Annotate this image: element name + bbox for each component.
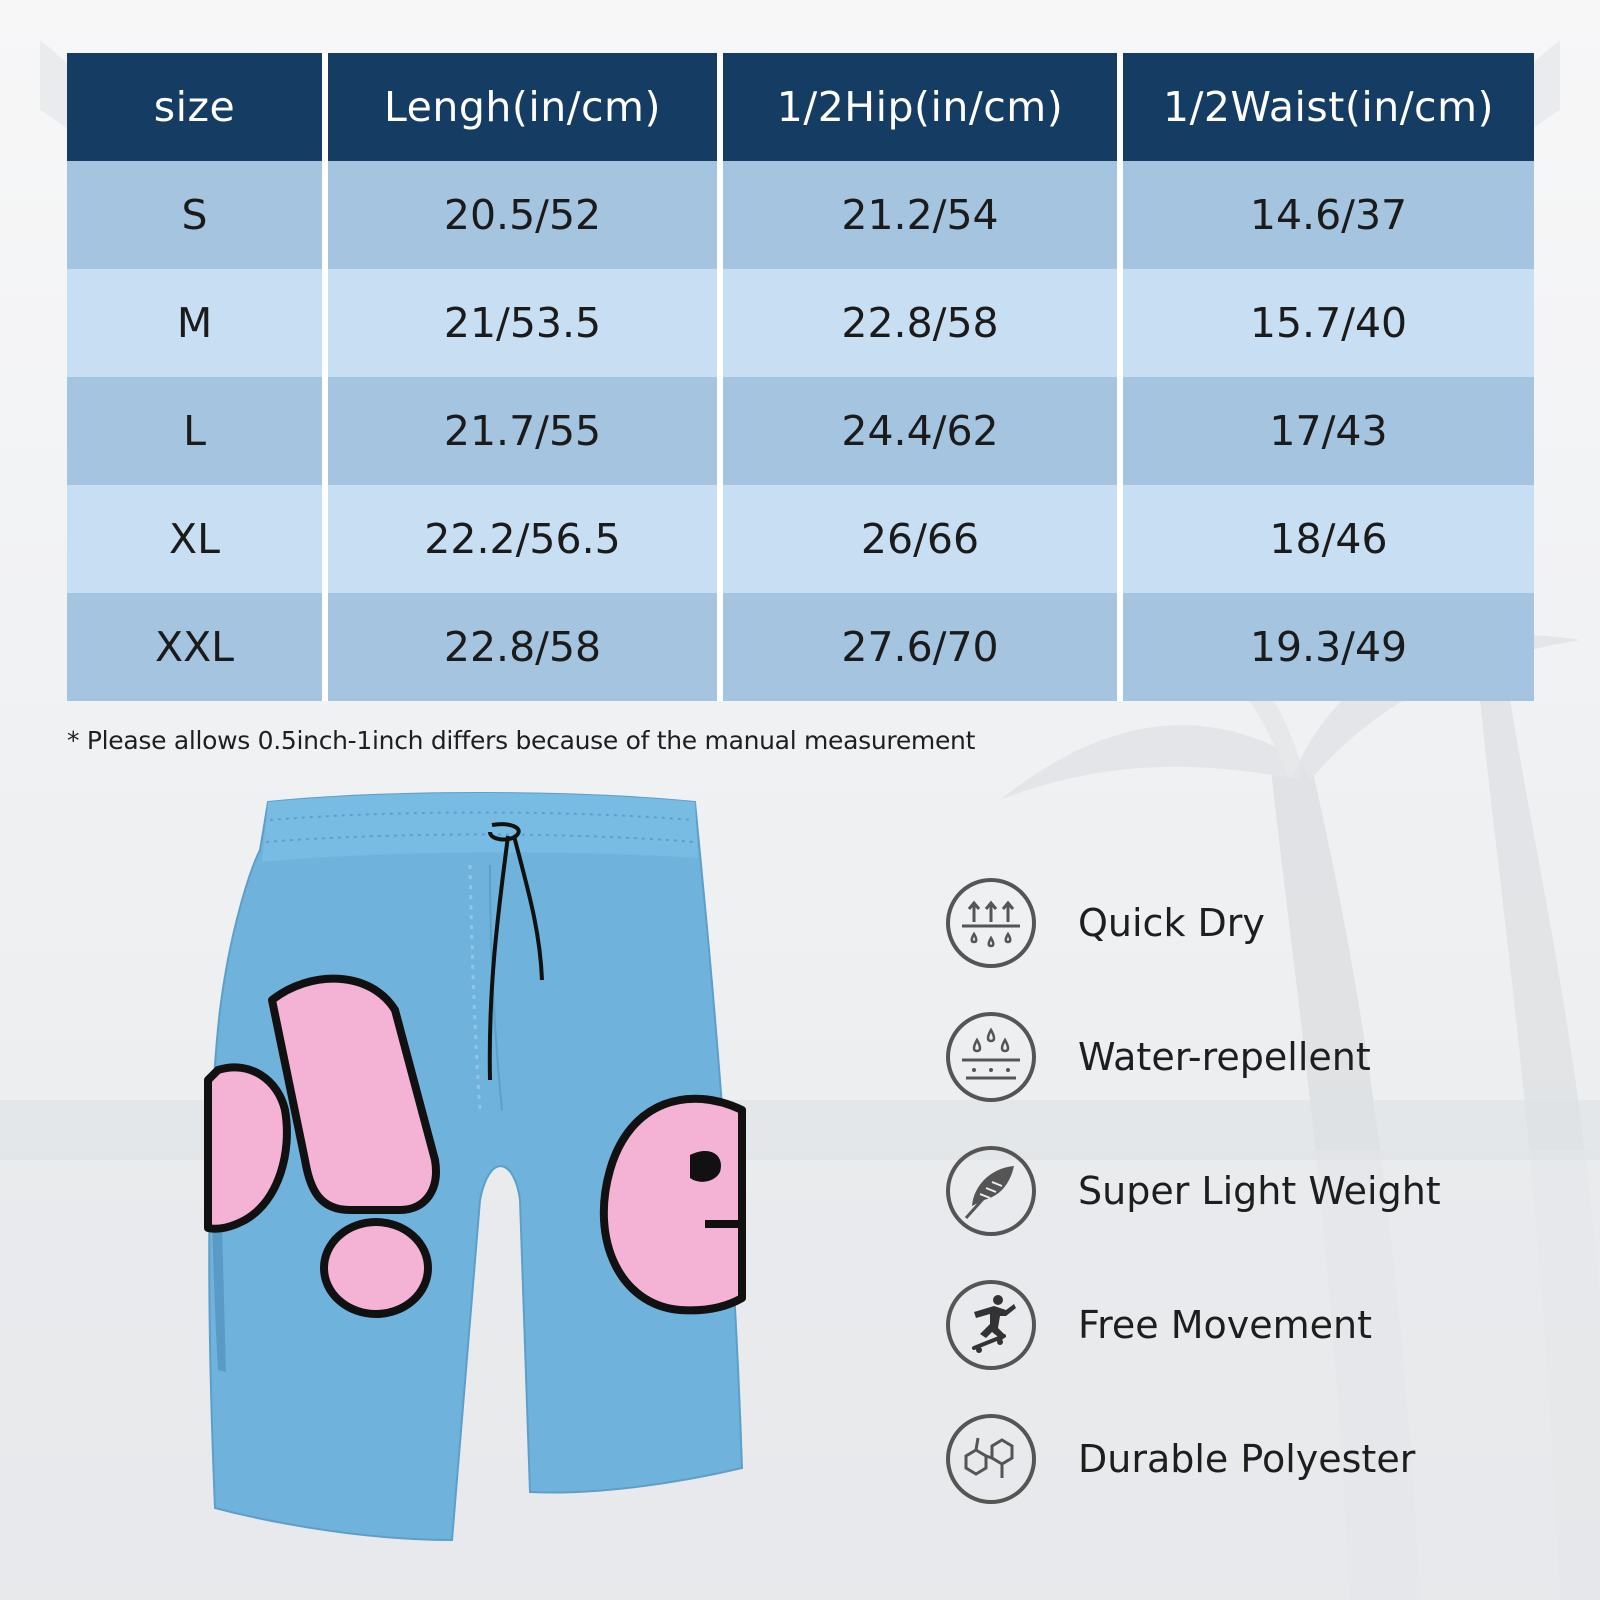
feather-icon (944, 1144, 1038, 1238)
measurement-note: * Please allows 0.5inch-1inch differs because of the manual measurement (67, 726, 976, 755)
cell-half-waist: 14.6/37 (1123, 161, 1534, 269)
cell-half-waist: 17/43 (1123, 377, 1534, 485)
cell-half-hip: 21.2/54 (723, 161, 1123, 269)
table-row (67, 593, 1534, 701)
cell-half-hip: 24.4/62 (723, 377, 1123, 485)
header-size: size (67, 53, 328, 161)
quick-dry-icon (944, 876, 1038, 970)
feature-item (944, 876, 1564, 970)
table-row (67, 161, 1534, 269)
swim-shorts-image (190, 780, 770, 1580)
cell-length: 22.8/58 (328, 593, 723, 701)
header-half-hip: 1/2Hip(in/cm) (723, 53, 1123, 161)
table-row (67, 485, 1534, 593)
cell-size: M (67, 269, 328, 377)
cell-size: XXL (67, 593, 328, 701)
skateboarder-icon (944, 1278, 1038, 1372)
cell-half-waist: 18/46 (1123, 485, 1534, 593)
header-half-waist: 1/2Waist(in/cm) (1123, 53, 1534, 161)
feature-label: Super Light Weight (1078, 1169, 1441, 1213)
cell-size: S (67, 161, 328, 269)
cell-size: L (67, 377, 328, 485)
cell-half-waist: 19.3/49 (1123, 593, 1534, 701)
header-length: Lengh(in/cm) (328, 53, 723, 161)
cell-half-hip: 26/66 (723, 485, 1123, 593)
feature-item (944, 1278, 1564, 1372)
feature-item (944, 1010, 1564, 1104)
size-chart-table (67, 53, 1534, 701)
cell-half-hip: 22.8/58 (723, 269, 1123, 377)
feature-label: Water-repellent (1078, 1035, 1371, 1079)
polyester-molecule-icon (944, 1412, 1038, 1506)
cell-length: 21.7/55 (328, 377, 723, 485)
cell-length: 20.5/52 (328, 161, 723, 269)
cell-half-hip: 27.6/70 (723, 593, 1123, 701)
feature-label: Durable Polyester (1078, 1437, 1416, 1481)
cell-size: XL (67, 485, 328, 593)
cell-length: 22.2/56.5 (328, 485, 723, 593)
feature-label: Free Movement (1078, 1303, 1372, 1347)
table-row (67, 377, 1534, 485)
water-repellent-icon (944, 1010, 1038, 1104)
size-chart-header-row (67, 53, 1534, 161)
feature-item (944, 1144, 1564, 1238)
cell-length: 21/53.5 (328, 269, 723, 377)
cell-half-waist: 15.7/40 (1123, 269, 1534, 377)
swim-shorts-illustration (190, 780, 770, 1580)
table-row (67, 269, 1534, 377)
feature-label: Quick Dry (1078, 901, 1265, 945)
feature-item (944, 1412, 1564, 1506)
